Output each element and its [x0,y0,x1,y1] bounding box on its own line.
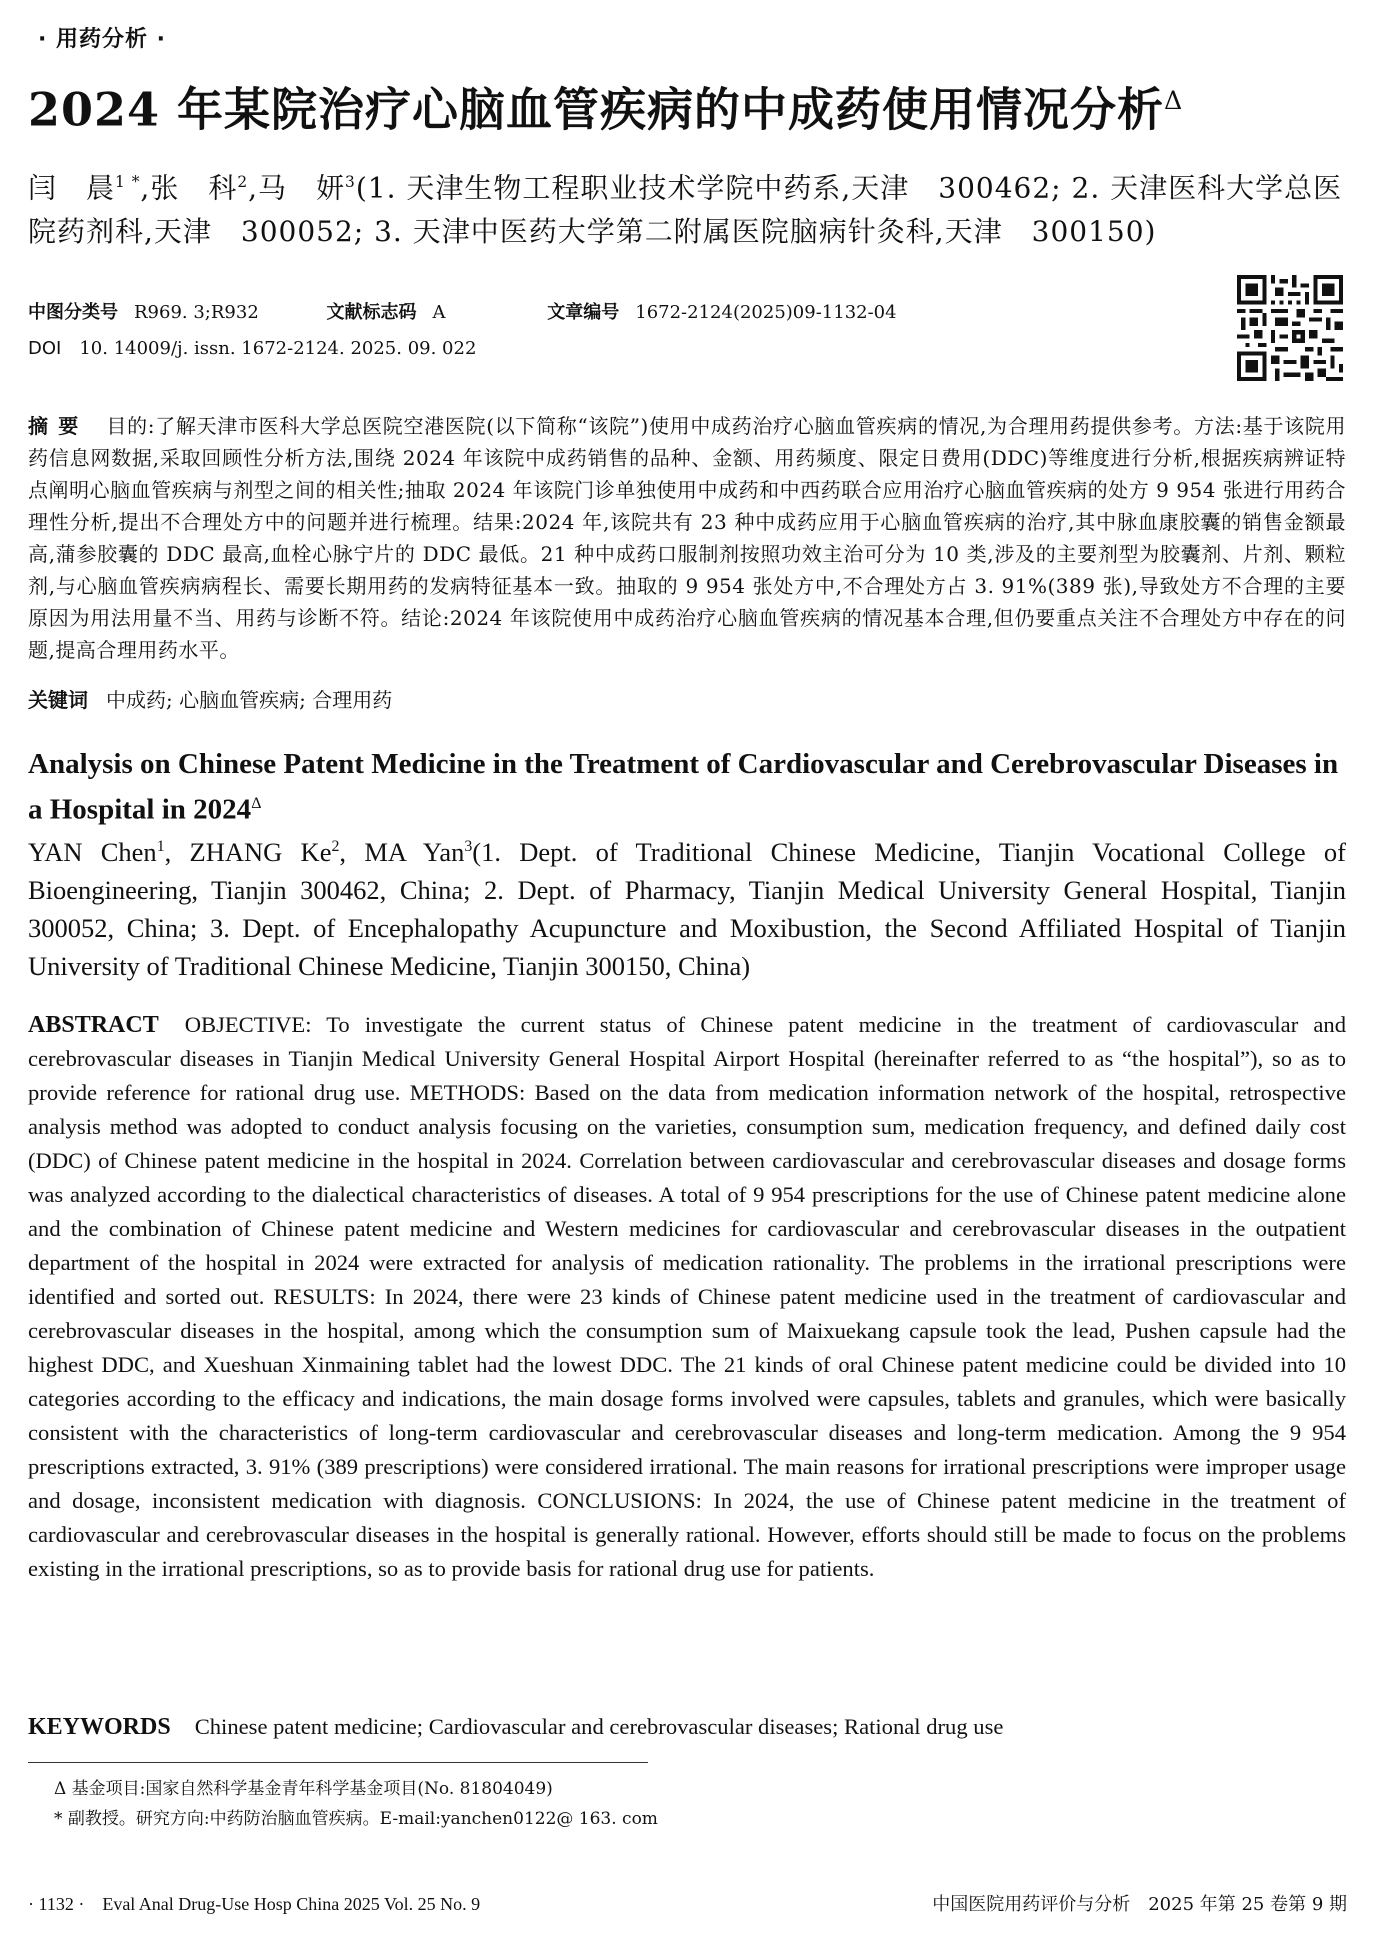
article-meta [28,300,1108,326]
chinese-keywords-label: 关键词 [28,688,88,712]
chinese-title-text: 2024 年某院治疗心脑血管疾病的中成药使用情况分析 [28,82,1165,137]
doc-code-label: 文献标志码 [326,302,417,323]
footnote-fund: Δ 基金项目:国家自然科学基金青年科学基金项目(No. 81804049) [54,1779,553,1799]
author-1-sup: 1 * [115,173,141,191]
english-abstract-label: ABSTRACT [28,1012,159,1038]
en-author-1: YAN Chen [28,836,157,867]
author-2-sup: 2 [237,173,249,191]
column-tag: · 用药分析 · [38,27,167,52]
english-abstract-text: OBJECTIVE: To investigate the current status of Chinese patent medicine in the treatment of cardiovascular and cerebrovascular diseases in Tianjin Medical University General Hospital Airport Hospital (hereinafter referred to as “the hospital”), so as to provide reference for rational drug use. METHODS: Based on the data from medication information network of the hospital, retrospective analysis method was adopted to conduct analysis focusing on the varieties, consumption sum, medication frequency, and defined daily cost (DDC) of Chinese patent medicine in the hospital in 2024. Correlation between cardiovascular and cerebrovascular diseases and dosage forms was analyzed according to the dialectical characteristics of diseases. A total of 9 954 prescriptions for the use of Chinese patent medicine alone and the combination of Chinese patent medicine and Western medicines for cardiovascular and cerebrovascular diseases in the outpatient department of the hospital in 2024 were extracted for analysis of medication rationality. The problems in the irrational prescriptions were identified and sorted out. RESULTS: In 2024, there were 23 kinds of Chinese patent medicine used in the treatment of cardiovascular and cerebrovascular diseases in the hospital, among which the consumption sum of Maixuekang capsule took the lead, Pushen capsule had the highest DDC, and Xueshuan Xinmaining tablet had the lowest DDC. The 21 kinds of oral Chinese patent medicine could be divided into 10 categories according to the efficacy and indications, the main dosage forms involved were capsules, tablets and granules, which were basically consistent with the characteristics of long-term cardiovascular and cerebrovascular diseases and long-term medication. Among the 9 954 prescriptions extracted, 3. 91% (389 prescriptions) were considered irrational. The main reasons for irrational prescriptions were improper usage and dosage, inconsistent medication with diagnosis. CONCLUSIONS: In 2024, the use of Chinese patent medicine in the treatment of cardiovascular and cerebrovascular diseases in the hospital is generally rational. However, efforts should still be made to focus on the problems existing in the irrational prescriptions, so as to provide basis for rational drug use for patients. [28,1012,1346,1581]
author-3: 马 妍 [258,171,346,205]
chinese-abstract [28,410,1346,666]
footnote-author: * 副教授。研究方向:中药防治脑血管疾病。E-mail:yanchen0122@ 163. com [54,1809,658,1829]
english-affiliations: (1. Dept. of Traditional Chinese Medicine, Tianjin Vocational College of Bioengineering, Tianjin 300462, China; 2. Dept. of Pharmacy, Tianjin Medical University General Hospital, Tianjin 300052, China; 3. Dept. of Encephalopathy Acupuncture and Moxibustion, the Second Affiliated Hospital of Tianjin University of Traditional Chinese Medicine, Tianjin 300150, China) [28,836,1347,981]
en-author-2-sup: 2 [331,838,340,855]
doi-value: 10. 14009/j. issn. 1672-2124. 2025. 09. 022 [79,338,477,359]
author-3-sup: 3 [345,173,356,191]
english-title [28,744,1346,830]
page-footer-right: 中国医院用药评价与分析 2025 年第 25 卷第 9 期 [932,1894,1347,1915]
qr-code[interactable] [1237,275,1343,381]
chinese-affiliations: (1. 天津生物工程职业技术学院中药系,天津 300462; 2. 天津医科大学总医院药剂科,天津 300052; 3. 天津中医药大学第二附属医院脑病针灸科,天津 300150) [28,171,1343,249]
doi-label: DOI [28,338,62,359]
english-abstract [28,1008,1346,1586]
english-keywords-label: KEYWORDS [28,1714,171,1740]
en-author-2: ZHANG Ke [189,836,332,867]
english-title-text: Analysis on Chinese Patent Medicine in the Treatment of Cardiovascular and Cerebrovascular Diseases in a Hospital in 2024 [28,748,1339,826]
footnote-divider [28,1762,648,1763]
doc-code-value: A [432,302,446,323]
english-title-fund-mark: Δ [251,795,262,812]
clc-label: 中图分类号 [28,302,118,323]
chinese-keywords-text: 中成药; 心脑血管疾病; 合理用药 [106,688,393,712]
chinese-title-fund-mark: Δ [1164,86,1184,115]
en-author-3: MA Yan [364,836,465,867]
chinese-abstract-label: 摘要 [28,414,89,438]
page-footer-left: · 1132 · Eval Anal Drug-Use Hosp China 2025 Vol. 25 No. 9 [28,1894,481,1914]
chinese-title [28,72,1358,138]
article-no-value: 1672-2124(2025)09-1132-04 [635,302,897,323]
doi-row [28,338,476,359]
author-2: 张 科 [150,171,238,205]
en-author-1-sup: 1 [156,838,165,855]
en-author-3-sup: 3 [464,838,473,855]
chinese-authors: 闫 晨$^{1 *}$,张 科$^2$,马 妍$^3$(1. 天津生物工程职业技术学院中药系,天津 300462; 2. 天津医科大学总医院药剂科,天津 300052; 3. 天津中医药大学第二附属医院脑病针灸科,天津 300150) [28,171,1343,249]
english-keywords [28,1710,1003,1744]
chinese-abstract-text: 目的:了解天津市医科大学总医院空港医院(以下简称“该院”)使用中成药治疗心脑血管疾病的情况,为合理用药提供参考。方法:基于该院用药信息网数据,采取回顾性分析方法,围绕 2024 年该院中成药销售的品种、金额、用药频度、限定日费用(DDC)等维度进行分析,根据疾病辨证特点阐明心脑血管疾病与剂型之间的相关性;抽取 2024 年该院门诊单独使用中成药和中西药联合应用治疗心脑血管疾病的处方 9 954 张进行用药合理性分析,提出不合理处方中的问题并进行梳理。结果:2024 年,该院共有 23 种中成药应用于心脑血管疾病的治疗,其中脉血康胶囊的销售金额最高,蒲参胶囊的 DDC 最高,血栓心脉宁片的 DDC 最低。21 种中成药口服制剂按照功效主治可分为 10 类,涉及的主要剂型为胶囊剂、片剂、颗粒剂,与心脑血管疾病病程长、需要长期用药的发病特征基本一致。抽取的 9 954 张处方中,不合理处方占 3. 91%(389 张),导致处方不合理的主要原因为用法用量不当、用药与诊断不符。结论:2024 年该院使用中成药治疗心脑血管疾病的情况基本合理,但仍要重点关注不合理处方中存在的问题,提高合理用药水平。 [28,414,1347,662]
author-1: 闫 晨 [28,171,116,205]
article-no-label: 文章编号 [547,302,620,323]
english-authors: YAN Chen$^1$, ZHANG Ke$^2$, MA Yan$^3$(1. Dept. of Traditional Chinese Medicine, Tianjin Vocational College of Bioengineering, Tianjin 300462, China; 2. Dept. of Pharmacy, Tianjin Medical University General Hospital, Tianjin 300052, China; 3. Dept. of Encephalopathy Acupuncture and Moxibustion, the Second Affiliated Hospital of Tianjin University of Traditional Chinese Medicine, Tianjin 300150, China) [28,836,1347,981]
english-keywords-text: Chinese patent medicine; Cardiovascular and cerebrovascular diseases; Rational drug use [194,1714,1004,1739]
clc-value: R969. 3;R932 [134,302,259,323]
chinese-keywords [28,684,392,716]
